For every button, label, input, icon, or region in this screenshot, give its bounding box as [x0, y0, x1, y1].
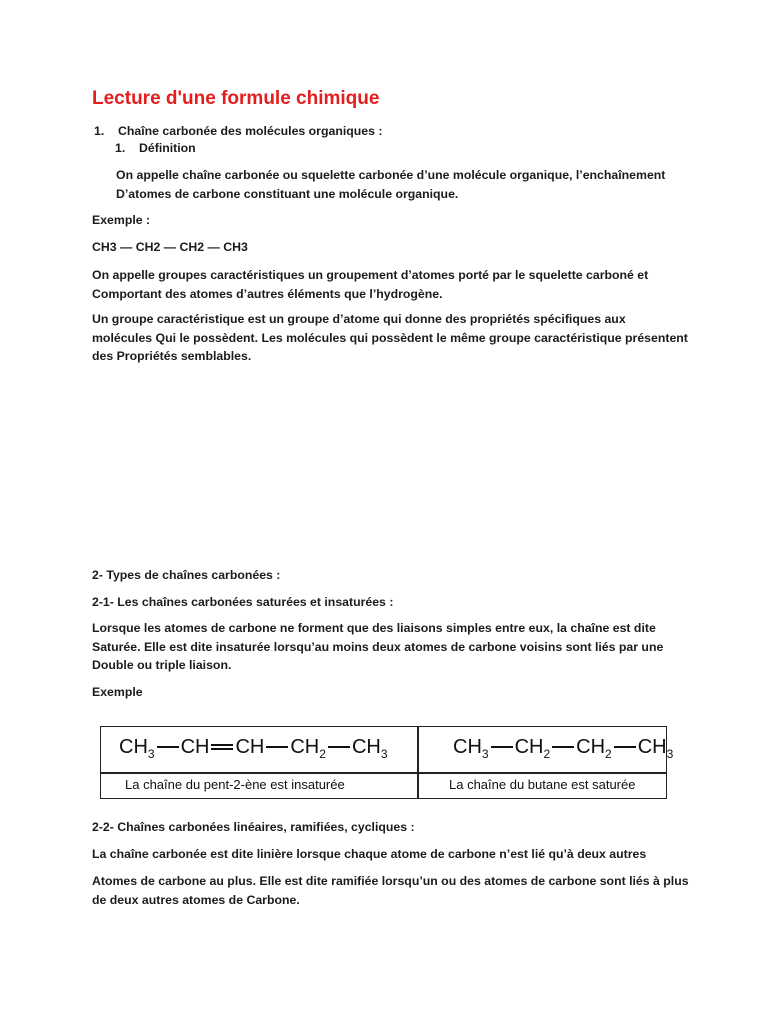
definition-paragraph — [116, 166, 665, 203]
paragraph-line: Comportant des atomes d’autres éléments que l’hydrogène. — [92, 286, 443, 301]
section-2-heading: 2- Types de chaînes carbonées : — [92, 568, 281, 582]
single-bond — [328, 746, 350, 748]
carbon-group: $CH_2$ — [514, 736, 551, 761]
linear-chain-line: La chaîne carbonée est dite linière lorsque chaque atome de carbone n’est lié qu’à deux autres — [92, 847, 647, 861]
subsection-1-1-number: 1. — [115, 141, 126, 155]
carbon-group: $CH_3$ — [119, 736, 155, 761]
definition-line: On appelle chaîne carbonée ou squelette carbonée d’une molécule organique, l’enchaînement — [116, 168, 666, 182]
paragraph-line: de deux autres atomes de Carbone. — [92, 892, 300, 907]
paragraph-line: Lorsque les atomes de carbone ne forment que des liaisons simples entre eux, la chaîne est dite — [92, 621, 656, 635]
figure-divider-vertical — [417, 727, 419, 798]
formula-figure — [100, 726, 674, 799]
groups-paragraph — [92, 266, 648, 303]
example-label-2: Exemple — [92, 685, 143, 699]
carbon-group: CH — [180, 736, 210, 758]
paragraph-line: des Propriétés semblables. — [92, 349, 252, 363]
saturation-paragraph — [92, 619, 663, 675]
section-1-heading — [94, 122, 382, 141]
branched-chain-paragraph — [92, 872, 689, 909]
page-title: Lecture d'une formule chimique — [92, 88, 380, 109]
paragraph-line: Atomes de carbone au plus. Elle est dite ramifiée lorsqu’un ou des atomes de carbone sont liés à plus — [92, 874, 689, 888]
carbon-group: $CH_2$ — [576, 736, 612, 761]
butane-caption: La chaîne du butane est saturée — [449, 777, 636, 792]
pent-2-ene-caption: La chaîne du pent-2-ène est insaturée — [125, 777, 345, 792]
pent-2-ene-formula — [119, 736, 388, 761]
carbon-group: $CH_3$ — [637, 736, 674, 761]
paragraph-line: Un groupe caractéristique est un groupe d’atome qui donne des propriétés spécifiques aux — [92, 312, 626, 326]
double-bond — [211, 744, 233, 750]
paragraph-line: On appelle groupes caractéristiques un groupement d’atomes porté par le squelette carboné et — [92, 268, 649, 282]
single-bond — [491, 746, 513, 748]
figure-divider-horizontal — [101, 772, 666, 774]
section-1-number: 1. — [94, 124, 105, 138]
single-bond — [157, 746, 179, 748]
subsection-1-1-heading-text: Définition — [139, 141, 196, 155]
subsection-2-2-heading: 2-2- Chaînes carbonées linéaires, ramifiées, cycliques : — [92, 820, 415, 834]
paragraph-line: molécules Qui le possèdent. Les molécules qui possèdent le même groupe caractéristique présentent — [92, 330, 688, 345]
carbon-group: $CH_2$ — [290, 736, 326, 761]
single-bond — [266, 746, 288, 748]
section-1-heading-text: Chaîne carbonée des molécules organiques : — [118, 124, 383, 138]
example-label: Exemple : — [92, 213, 151, 227]
subsection-2-1-heading: 2-1- Les chaînes carbonées saturées et insaturées : — [92, 595, 394, 609]
single-bond — [614, 746, 636, 748]
single-bond — [552, 746, 574, 748]
paragraph-line: Double ou triple liaison. — [92, 658, 232, 672]
butane-formula — [453, 736, 673, 761]
carbon-group: $CH_3$ — [351, 736, 388, 761]
group-properties-paragraph — [92, 310, 688, 366]
carbon-group: CH — [235, 736, 265, 758]
subsection-1-1-heading — [115, 139, 196, 158]
paragraph-line: Saturée. Elle est dite insaturée lorsqu’au moins deux atomes de carbone voisins sont liés par une — [92, 639, 664, 654]
example-formula: CH3 — CH2 — CH2 — CH3 — [92, 240, 248, 254]
definition-line: D’atomes de carbone constituant une molécule organique. — [116, 186, 459, 201]
carbon-group: $CH_3$ — [453, 736, 489, 761]
